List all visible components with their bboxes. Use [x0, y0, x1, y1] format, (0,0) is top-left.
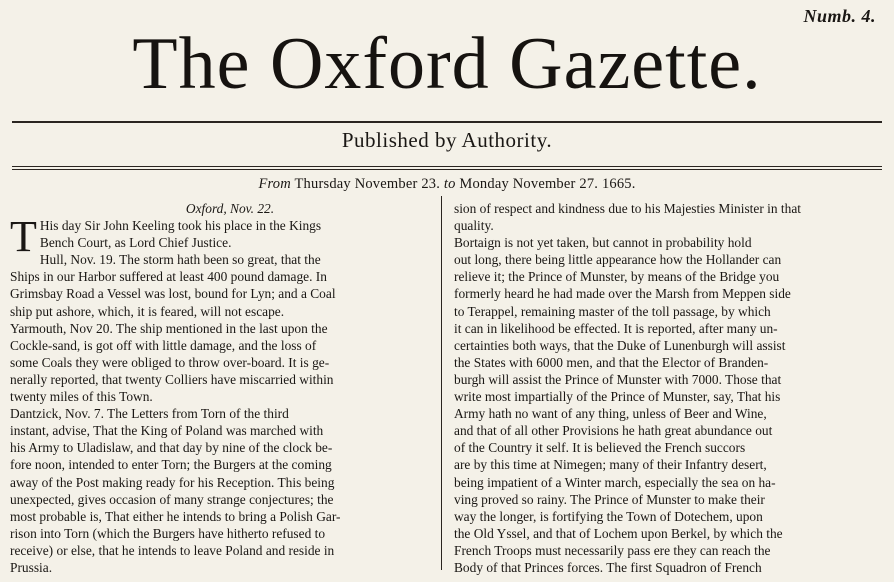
- text-line: it can in likelihood be effected. It is reported, after many un-: [454, 320, 778, 336]
- text-line: Prussia.: [10, 559, 53, 575]
- text-line: receive) or else, that he intends to leave Poland and reside in: [10, 542, 335, 558]
- dateline: [0, 176, 894, 193]
- text-line: his Army to Uladislaw, and that day by nine of the clock be-: [10, 440, 333, 456]
- text-line: and that of all other Provisions he hath great abundance out: [454, 423, 773, 439]
- text-line: twenty miles of this Town.: [10, 389, 153, 405]
- text-line: Ships in our Harbor suffered at least 400 pound damage. In: [10, 269, 327, 285]
- text-line: French Troops must necessarily pass ere they can reach the: [454, 542, 771, 558]
- authority-rule-bottom-2: [12, 169, 882, 170]
- text-line: burgh will assist the Prince of Munster with 7000. Those that: [454, 371, 782, 387]
- dateline-year: 1665.: [601, 176, 636, 192]
- issue-number: Numb. 4.: [803, 6, 876, 26]
- text-line: ving proved so rainy. The Prince of Munster to make their: [454, 491, 765, 507]
- text-line: out long, there being little appearance how the Hollander can: [454, 252, 782, 268]
- text-line: Bench Court, as Lord Chief Justice.: [39, 235, 232, 251]
- text-line: certainties both ways, that the Duke of Lunenburgh will assist: [454, 337, 786, 353]
- text-line: away of the Post making ready for his Reception. This being: [10, 474, 335, 490]
- text-line: Army hath no want of any thing, unless of Beer and Wine,: [454, 406, 767, 422]
- text-line: Yarmouth, Nov 20. The ship mentioned in the last upon the: [10, 320, 328, 336]
- text-line: the States with 6000 men, and that the Elector of Branden-: [454, 354, 769, 370]
- drop-cap: T: [10, 212, 37, 262]
- text-line: quality.: [454, 218, 494, 234]
- text-line: of the Country it self. It is believed the French succors: [454, 440, 746, 456]
- text-line: the Old Yssel, and that of Lochem upon Berkel, by which the: [454, 525, 783, 541]
- text-line: rison into Torn (which the Burgers have hitherto refused to: [10, 525, 326, 541]
- masthead-rule-top: [12, 121, 882, 123]
- text-line: way the longer, is fortifying the Town of Dotechem, upon: [454, 508, 763, 524]
- text-line: sion of respect and kindness due to his Majesties Minister in that: [454, 201, 801, 216]
- right-column: [454, 200, 876, 576]
- text-line: Cockle-sand, is got off with little damage, and the loss of: [10, 337, 317, 353]
- text-line: relieve it; the Prince of Munster, by means of the Bridge you: [454, 269, 780, 285]
- text-line: Hull, Nov. 19. The storm hath been so great, that the: [39, 252, 321, 268]
- text-line: are by this time at Nimegen; many of their Infantry desert,: [454, 457, 767, 473]
- text-line: write most impartially of the Prince of Munster, say, That his: [454, 389, 781, 405]
- text-line: His day Sir John Keeling took his place in the Kings: [39, 218, 322, 234]
- text-line: ship put ashore, which, it is feared, will not escape.: [10, 303, 285, 319]
- dateline-from: From: [258, 176, 291, 192]
- text-line: some Coals they were obliged to throw over-board. It is ge-: [10, 354, 330, 370]
- text-line: unexpected, gives occasion of many strange conjectures; the: [10, 491, 334, 507]
- dateline-to: to: [443, 176, 456, 192]
- authority-line: Published by Authority.: [341, 128, 553, 152]
- text-line: fore noon, intended to enter Torn; the Burgers at the coming: [10, 457, 332, 473]
- text-line: formerly heard he had made over the Marsh from Meppen side: [454, 286, 791, 302]
- dateline-from-date: Thursday November 23.: [294, 176, 441, 192]
- masthead-title: The Oxford Gazette.: [132, 23, 762, 105]
- text-line: instant, advise, That the King of Poland was marched with: [10, 423, 324, 439]
- left-column: [10, 200, 430, 576]
- place-heading: Oxford, Nov. 22.: [185, 201, 275, 216]
- text-line: nerally reported, that twenty Colliers have miscarried within: [10, 371, 334, 387]
- text-line: Body of that Princes forces. The first Squadron of French: [454, 559, 762, 575]
- text-line: Grimsbay Road a Vessel was lost, bound for Lyn; and a Coal: [10, 286, 336, 302]
- text-line: to Terappel, remaining master of the toll passage, by which: [454, 303, 771, 319]
- text-line: being impatient of a Winter march, especially the sea on ha-: [454, 474, 776, 490]
- authority-rule-bottom: [12, 166, 882, 167]
- text-line: Bortaign is not yet taken, but cannot in probability hold: [454, 235, 752, 251]
- right-column-text: [454, 200, 876, 576]
- text-line: Dantzick, Nov. 7. The Letters from Torn of the third: [10, 406, 289, 422]
- left-column-text: [10, 212, 430, 576]
- dateline-to-date: Monday November 27.: [459, 176, 599, 192]
- column-divider: [441, 196, 442, 570]
- text-line: most probable is, That either he intends to bring a Polish Gar-: [10, 508, 341, 524]
